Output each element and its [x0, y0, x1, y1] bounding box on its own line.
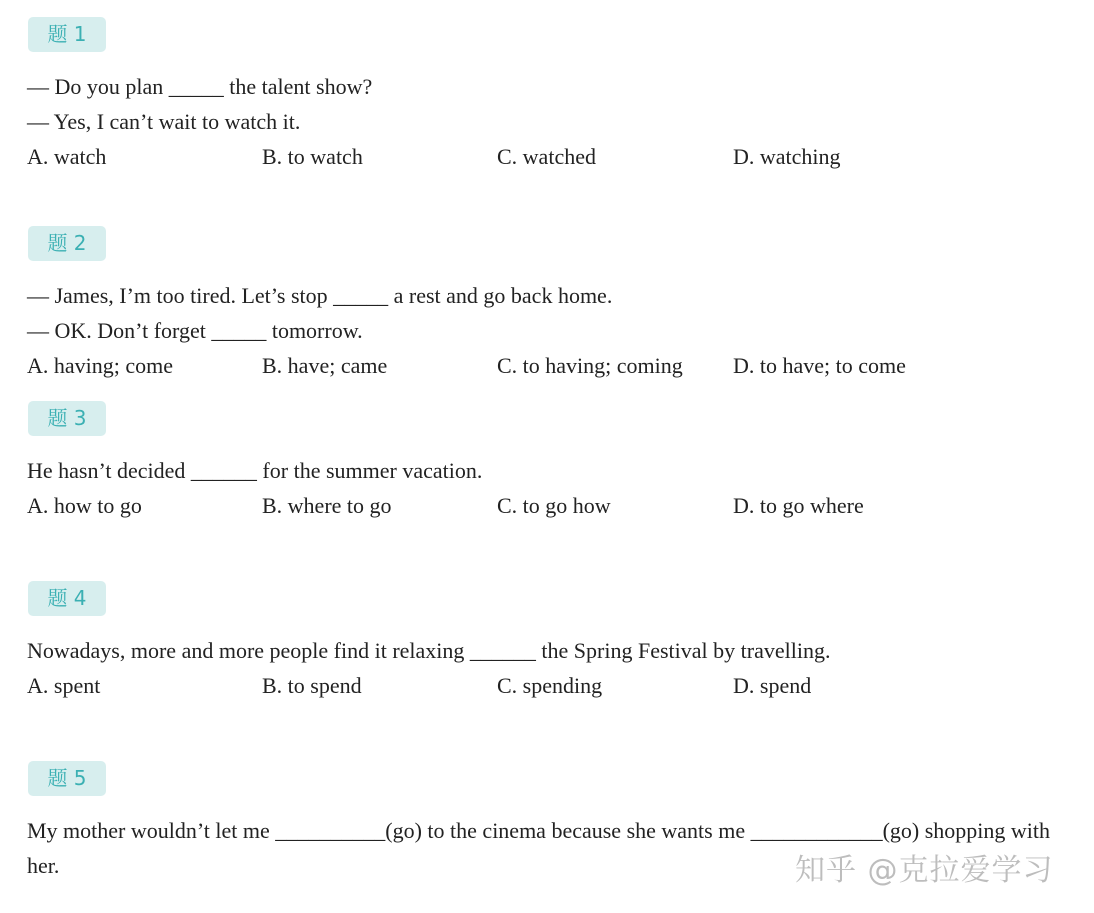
question-number-badge: 题 2	[28, 226, 106, 261]
option-c: C. spending	[497, 673, 603, 698]
question-stem-line: — OK. Don’t forget _____ tomorrow.	[27, 318, 363, 343]
options-row	[27, 139, 1087, 174]
option-d: D. watching	[733, 144, 841, 169]
option-b: B. to watch	[262, 144, 363, 169]
option-c: C. to go how	[497, 493, 611, 518]
option-b: B. to spend	[262, 673, 362, 698]
question-2	[27, 226, 1087, 383]
option-b: B. have; came	[262, 353, 388, 378]
question-stem-line: He hasn’t decided ______ for the summer vacation.	[27, 458, 483, 483]
question-3	[27, 401, 1087, 523]
option-b: B. where to go	[262, 493, 392, 518]
option-d: D. spend	[733, 673, 812, 698]
question-number-badge: 题 3	[28, 401, 106, 436]
option-c: C. watched	[497, 144, 596, 169]
option-a: A. spent	[27, 673, 101, 698]
question-1	[27, 17, 1087, 174]
question-stem-line: My mother wouldn’t let me __________(go) to the cinema because she wants me ____________(go) shopping with her.	[27, 818, 1051, 878]
option-c: C. to having; coming	[497, 353, 683, 378]
option-a: A. watch	[27, 144, 107, 169]
question-stem-line: Nowadays, more and more people find it relaxing ______ the Spring Festival by travelling.	[27, 638, 831, 663]
options-row	[27, 348, 1087, 383]
options-row	[27, 668, 1087, 703]
question-stem-line: — Yes, I can’t wait to watch it.	[27, 109, 301, 134]
question-number-badge: 题 4	[28, 581, 106, 616]
question-stem-line: — James, I’m too tired. Let’s stop _____ a rest and go back home.	[27, 283, 613, 308]
option-a: A. how to go	[27, 493, 142, 518]
option-d: D. to go where	[733, 493, 864, 518]
question-4	[27, 581, 1087, 703]
question-number-badge: 题 1	[28, 17, 106, 52]
question-number-badge: 题 5	[28, 761, 106, 796]
option-d: D. to have; to come	[733, 353, 906, 378]
options-row	[27, 488, 1087, 523]
option-a: A. having; come	[27, 353, 174, 378]
zhihu-watermark: 知乎 @克拉爱学习	[795, 853, 1054, 888]
question-stem-line: — Do you plan _____ the talent show?	[27, 74, 373, 99]
